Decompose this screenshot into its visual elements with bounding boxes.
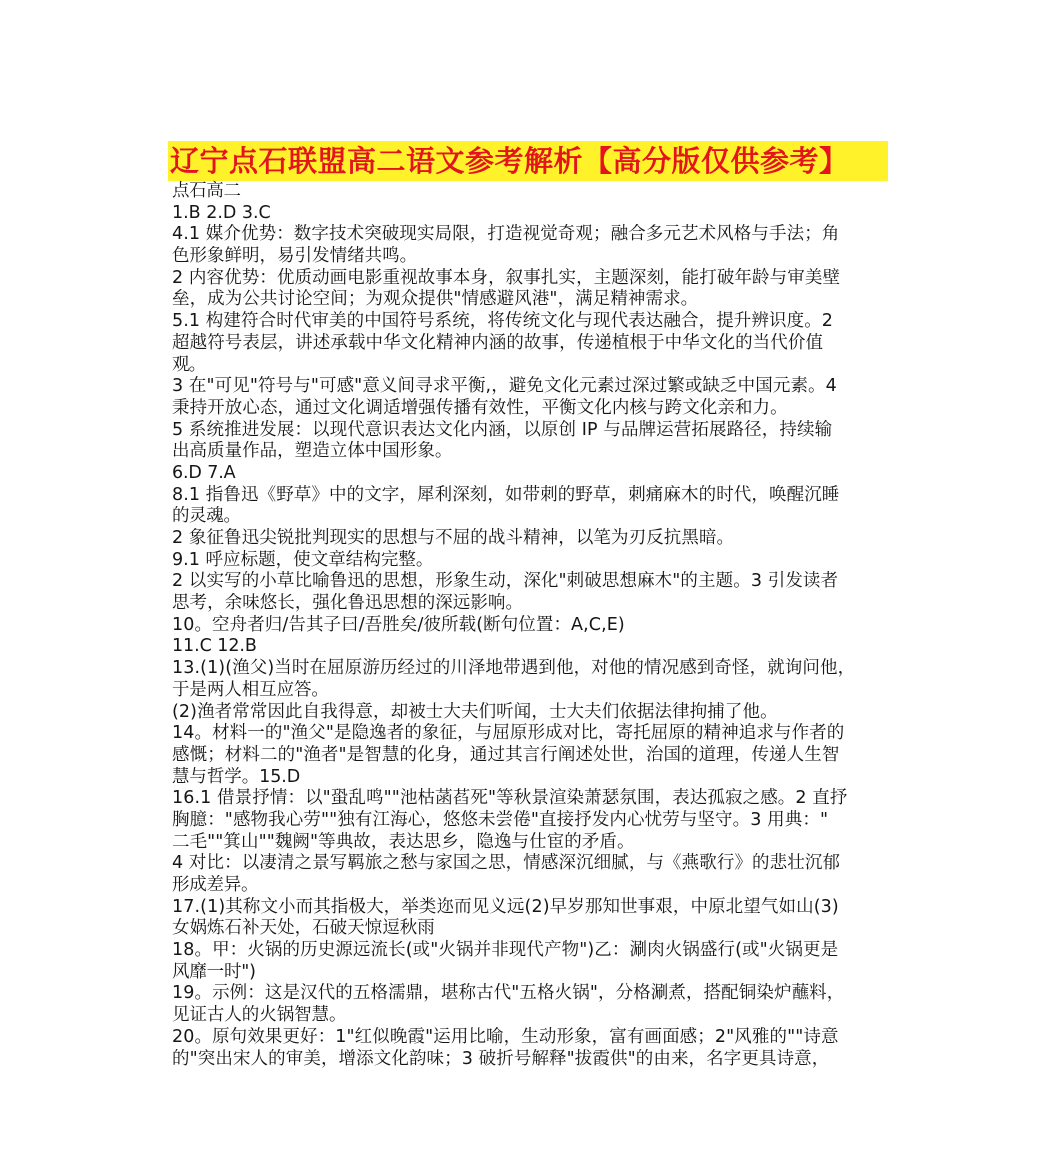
text-line: 10。空舟者归/告其子曰/吾胜矣/彼所载(断句位置：A,C,E) <box>172 614 625 635</box>
answer-body <box>172 181 892 1070</box>
text-line: 18。甲：火锅的历史源远流长(或"火锅并非现代产物")乙：涮肉火锅盛行(或"火锅更是 <box>172 940 839 961</box>
text-line: 形成差异。 <box>172 875 259 895</box>
document-title: 辽宁点石联盟高二语文参考解析【高分版仅供参考】 <box>170 144 849 178</box>
text-line: 色形象鲜明，易引发情绪共鸣。 <box>172 246 418 267</box>
text-line: 见证古人的火锅智慧。 <box>172 1005 347 1026</box>
text-line: 出高质量作品，塑造立体中国形象。 <box>172 441 453 462</box>
text-line: 5 系统推进发展：以现代意识表达文化内涵，以原创 IP 与品牌运营拓展路径，持续输 <box>172 419 833 440</box>
text-line: 4 对比：以凄清之景写羁旅之愁与家国之思，情感深沉细腻，与《燕歌行》的悲壮沉郁 <box>172 853 841 874</box>
text-line: 11.C 12.B <box>172 636 257 657</box>
text-line: 胸臆："感物我心劳""独有江海心，悠悠未尝倦"直接抒发内心忧劳与坚守。3 用典：" <box>172 809 829 830</box>
text-line: 点石高二 <box>172 181 241 201</box>
text-line: 14。材料一的"渔父"是隐逸者的象征，与屈原形成对比，寄托屈原的精神追求与作者的 <box>172 723 845 744</box>
text-line: 16.1 借景抒情：以"蛩乱鸣""池枯菡萏死"等秋景渲染萧瑟氛围，表达孤寂之感。2 直抒 <box>172 788 848 809</box>
text-line: 二毛""箕山""魏阙"等典故，表达思乡，隐逸与仕宦的矛盾。 <box>172 831 635 852</box>
text-line: 2 象征鲁迅尖锐批判现实的思想与不屈的战斗精神，以笔为刃反抗黑暗。 <box>172 528 735 548</box>
text-line: 2 内容优势：优质动画电影重视故事本身，叙事扎实，主题深刻，能打破年龄与审美壁 <box>172 267 841 288</box>
text-line: 观。 <box>172 354 206 375</box>
text-line: 秉持开放心态，通过文化调适增强传播有效性，平衡文化内核与跨文化亲和力。 <box>172 397 788 418</box>
text-line: 3 在"可见"符号与"可感"意义间寻求平衡,，避免文化元素过深过繁或缺乏中国元素。4 <box>172 376 837 397</box>
text-line: 思考，余味悠长，强化鲁迅思想的深远影响。 <box>172 593 523 614</box>
text-line: 19。示例：这是汉代的五格濡鼎，堪称古代"五格火锅"，分格涮煮，搭配铜染炉蘸料， <box>172 983 845 1004</box>
text-line: 风靡一时") <box>172 961 256 982</box>
text-line: 9.1 呼应标题，使文章结构完整。 <box>172 549 434 570</box>
text-line: 超越符号表层，讲述承载中华文化精神内涵的故事，传递植根于中华文化的当代价值 <box>172 332 824 353</box>
text-line: 慧与哲学。15.D <box>172 766 301 787</box>
text-line: 20。原句效果更好：1"红似晚霞"运用比喻，生动形象，富有画面感；2"风雅的""诗意 <box>172 1026 839 1047</box>
text-line: 垒，成为公共讨论空间；为观众提供"情感避风港"，满足精神需求。 <box>172 289 699 310</box>
text-line: 17.(1)其称文小而其指极大，举类迩而见义远(2)早岁那知世事艰，中原北望气如山(3) <box>172 896 839 917</box>
text-line: 5.1 构建符合时代审美的中国符号系统，将传统文化与现代表达融合，提升辨识度。2 <box>172 311 834 332</box>
text-line: 4.1 媒介优势：数字技术突破现实局限，打造视觉奇观；融合多元艺术风格与手法；角 <box>172 224 840 245</box>
text-line: 2 以实写的小草比喻鲁迅的思想，形象生动，深化"刺破思想麻木"的主题。3 引发读者 <box>172 571 839 592</box>
text-line: 8.1 指鲁迅《野草》中的文字，犀利深刻，如带刺的野草，刺痛麻木的时代，唤醒沉睡 <box>172 484 840 505</box>
text-line: 13.(1)(渔父)当时在屈原游历经过的川泽地带遇到他，对他的情况感到奇怪，就询问他， <box>172 658 856 679</box>
text-line: 感慨；材料二的"渔者"是智慧的化身，通过其言行阐述处世，治国的道理，传递人生智 <box>172 744 840 765</box>
text-line: 于是两人相互应答。 <box>172 679 329 700</box>
text-line: 6.D 7.A <box>172 462 236 483</box>
text-line: 的灵魂。 <box>172 506 241 527</box>
text-line: 1.B 2.D 3.C <box>172 202 271 223</box>
text-line: (2)渔者常常因此自我得意，却被士大夫们听闻，士大夫们依据法律拘捕了他。 <box>172 701 778 722</box>
text-line: 女娲炼石补天处，石破天惊逗秋雨 <box>172 918 435 939</box>
text-line: 的"突出宋人的审美，增添文化韵味；3 破折号解释"拔霞供"的由来，名字更具诗意， <box>172 1048 830 1069</box>
